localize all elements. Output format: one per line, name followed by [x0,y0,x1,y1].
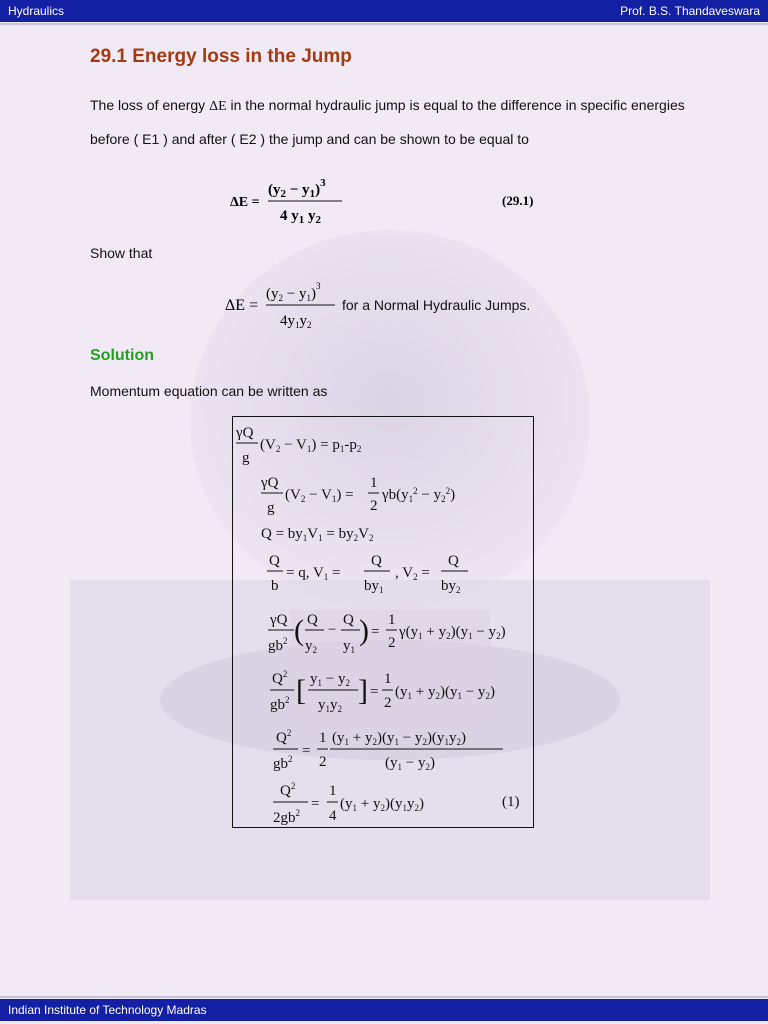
intro-text-after: in the normal hydraulic jump is equal to the difference in specific energies before ( E1 ) and after ( E2 ) the jump and can be shown to be equal to [90,97,685,147]
svg-text:γQ: γQ [236,425,254,441]
svg-text:ΔE =: ΔE = [230,195,260,210]
svg-text:Q2: $Q^2$ [276,728,292,746]
svg-text:gb2: $gb^2$ [270,695,290,713]
svg-text:(y1 + y2)(y1 − y2): $(y_1 + y_2)(y_1 - y_2)$ [395,684,495,701]
svg-text:1: 1 [329,783,337,799]
svg-text:(y1 + y2)(y1 − y2)(y1y2): $(y_1 + y_2)(y_1 - y_2)(y_1y_2)$ [332,730,466,747]
svg-text:(V2 − V1) = p1-p2: $(V_2 - V_1) = p_1-p_2$ [260,437,362,454]
svg-text:Q: Q [371,553,382,569]
svg-text:Q: Q [343,612,354,628]
svg-text:Q = by1V1 = by2V2: $Q = by_1V_1 = by_2V_2$ [261,526,374,543]
intro-text-before: The loss of energy [90,97,210,113]
svg-text:y1: $y_1$ [343,638,355,655]
svg-text:γ(y1 + y2)(y1 − y2): $\gamma(y_1 + y_2)(y_1 - y_2)$ [399,624,506,641]
institution-name: Indian Institute of Technology Madras [8,1003,207,1017]
svg-text:b: b [271,578,279,594]
svg-text:1: 1 [384,671,392,687]
svg-text:(: ( [294,614,304,647]
svg-text:[: [ [296,674,306,707]
svg-text:−: − [328,622,337,638]
svg-text:=: = [302,743,311,759]
svg-text:Q: Q [307,612,318,628]
svg-text:g: g [242,450,250,466]
derivation-equations [235,425,520,826]
svg-text:γb(y12 − y22): $\gamma b(y_1^2 - y_2^2)$ [382,486,456,504]
svg-text:(y2 − y1)3: $(y_2 - y_1)^3$ [268,177,326,200]
svg-text:gb2: $gb^2$ [268,636,288,654]
svg-text:g: g [267,500,275,516]
svg-text:=: = [370,684,379,700]
svg-text:by1: $by_1$ [364,578,384,595]
svg-text:Q: Q [269,553,280,569]
svg-text:1: 1 [388,612,396,628]
svg-text:2: 2 [319,754,327,770]
svg-text:2: 2 [388,635,396,651]
footer-bar [0,999,768,1021]
svg-text:(V2 − V1) =: $(V_2 - V_1)$ = [285,487,354,504]
svg-text:2: 2 [370,498,378,514]
svg-text:ΔE =: ΔE = [225,297,259,314]
author-name: Prof. B.S. Thandaveswara [620,4,760,18]
svg-text:y1y2: $y_1y_2$ [318,697,342,714]
section-title: 29.1 Energy loss in the Jump [90,46,352,67]
svg-text:Q: Q [448,553,459,569]
svg-text:(y1 + y2)(y1y2): $(y_1 + y_2)(y_1y_2)$ [340,796,424,813]
svg-text:=: = [371,624,380,640]
show-suffix-text: for a Normal Hydraulic Jumps. [342,297,531,313]
svg-text:y2: $y_2$ [305,638,317,655]
delta-e-symbol: ΔE [209,99,227,114]
svg-text:4y1y2: $4y_1y_2$ [280,313,312,330]
solution-heading: Solution [90,347,154,364]
svg-text:=: = [311,796,320,812]
svg-text:(y1 − y2): $(y_1 - y_2)$ [385,755,435,772]
svg-text:(y2 − y1)3: $(y_2 - y_1)^3$ [266,281,321,303]
svg-text:gb2: $gb^2$ [273,754,293,772]
equation-29-1 [230,177,342,226]
box-equation-label: (1) [502,794,520,810]
svg-text:2gb2: $2gb^2$ [273,808,300,826]
svg-text:4 y1 y2: 4 $y_1$ $y_2$ [280,208,321,226]
svg-text:Q2: $Q^2$ [272,669,288,687]
svg-text:γQ: γQ [270,612,288,628]
momentum-text: Momentum equation can be written as [90,383,328,399]
svg-text:1: 1 [370,475,378,491]
svg-text:, V2 =: , $V_2$ = [395,565,430,582]
show-that-equation [225,281,335,330]
svg-text:= q, V1 =: = q, $V_1$ = [286,565,341,582]
svg-text:): ) [359,614,369,647]
svg-text:1: 1 [319,730,327,746]
course-title: Hydraulics [8,4,65,18]
svg-text:γQ: γQ [261,475,279,491]
svg-text:4: 4 [329,808,337,824]
svg-text:y1 − y2: $y_1 - y_2$ [310,671,350,688]
svg-text:Q2: $Q^2$ [280,781,296,799]
svg-text:2: 2 [384,695,392,711]
equation-number: (29.1) [502,193,534,208]
svg-text:]: ] [358,674,368,707]
show-that-text: Show that [90,245,153,261]
svg-text:by2: $by_2$ [441,578,461,595]
